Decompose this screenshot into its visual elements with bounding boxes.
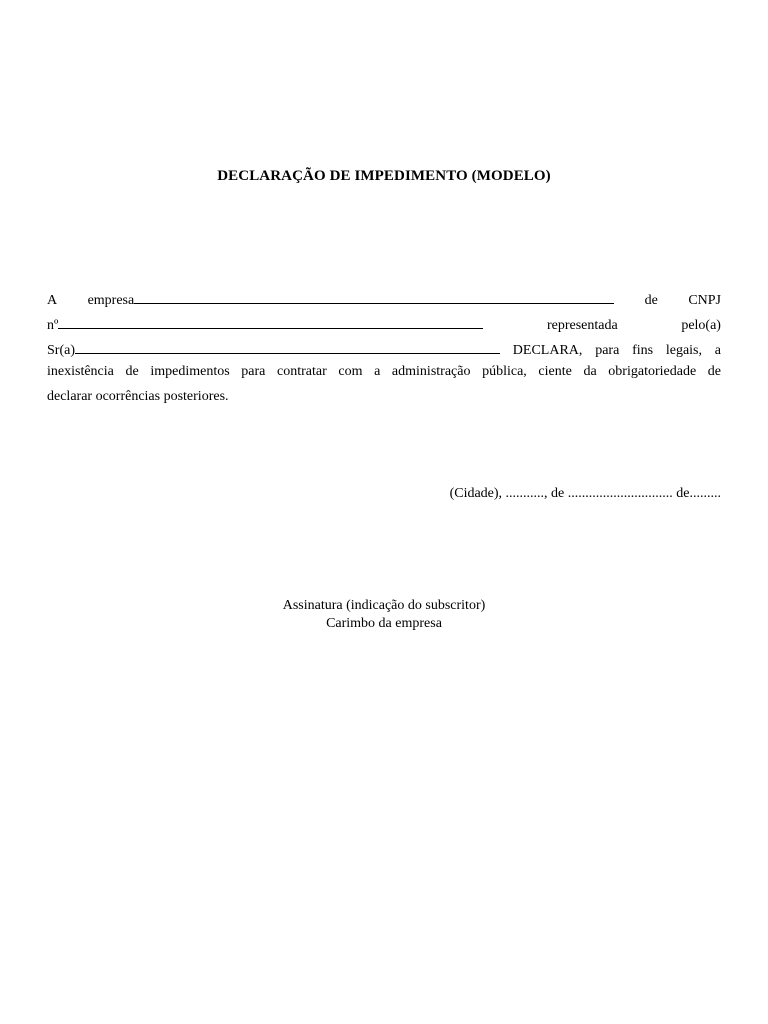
word-a: A — [47, 293, 58, 308]
cnpj-number-blank[interactable] — [58, 314, 483, 329]
word-cnpj: CNPJ — [688, 293, 721, 308]
word-declara: DECLARA, — [512, 343, 583, 358]
paragraph-line-5: declarar ocorrências posteriores. — [47, 389, 229, 404]
city-date-line: (Cidade), ..........., de .............................. de......... — [449, 486, 721, 501]
signature-block — [0, 597, 768, 633]
signature-label: Assinatura (indicação do subscritor) — [282, 598, 486, 613]
representative-field-group — [47, 339, 500, 359]
paragraph-line-2 — [47, 314, 721, 334]
word-empresa: empresa — [87, 293, 135, 308]
word-fins: fins — [632, 343, 654, 358]
word-para: para — [595, 343, 620, 358]
document-title: DECLARAÇÃO DE IMPEDIMENTO (MODELO) — [217, 168, 551, 184]
representative-name-blank[interactable] — [75, 339, 500, 354]
word-pelo-a: pelo(a) — [681, 318, 721, 333]
company-field-group — [88, 289, 615, 309]
company-name-blank[interactable] — [134, 289, 614, 304]
word-numero: nº — [47, 318, 59, 333]
word-a-final: a — [714, 343, 721, 358]
company-stamp-label: Carimbo da empresa — [326, 616, 442, 631]
word-de: de — [644, 293, 658, 308]
word-legais: legais, — [665, 343, 702, 358]
paragraph-line-4: inexistência de impedimentos para contratar com a administração pública, ciente da obrigatoriedade de — [47, 364, 721, 379]
paragraph-line-3 — [47, 339, 721, 359]
word-representada: representada — [546, 318, 618, 333]
paragraph-line-1 — [47, 289, 721, 309]
cnpj-field-group — [47, 314, 483, 334]
word-sr-a: Sr(a) — [47, 343, 75, 358]
